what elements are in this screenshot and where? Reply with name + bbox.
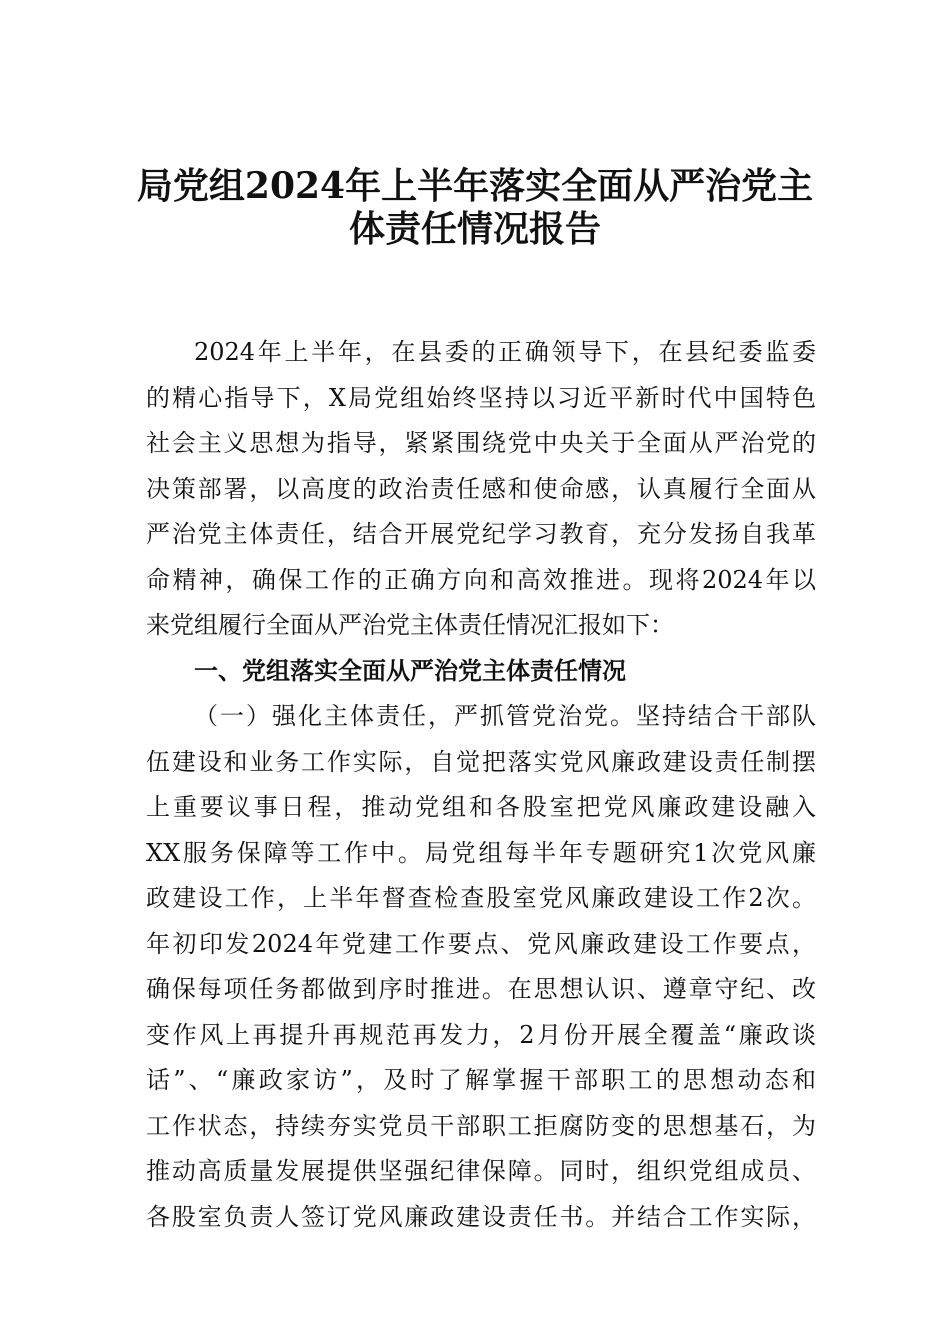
paragraph-1-line: 严治党主体责任，结合开展党纪学习教育，充分发扬自我革 bbox=[146, 520, 816, 548]
paragraph-2-line: 工作状态，持续夯实党员干部职工拒腐防变的思想基石，为 bbox=[146, 1111, 816, 1140]
paragraph-2-line: 变作风上再提升再规范再发力，2月份开展全覆盖“廉政谈 bbox=[146, 1020, 816, 1049]
paragraph-1-line: 社会主义思想为指导，紧紧围绕党中央关于全面从严治党的 bbox=[146, 429, 816, 457]
document-body bbox=[146, 330, 816, 1240]
paragraph-1-line: 的精心指导下，X局党组始终坚持以习近平新时代中国特色 bbox=[146, 383, 816, 412]
paragraph-1-line: 来党组履行全面从严治党主体责任情况汇报如下： bbox=[146, 611, 674, 639]
paragraph-2-line: 确保每项任务都做到序时推进。在思想认识、遵章守纪、改 bbox=[146, 975, 816, 1003]
paragraph-2-line: 各股室负责人签订党风廉政建设责任书。并结合工作实际， bbox=[146, 1202, 816, 1231]
paragraph-2-line: XX服务保障等工作中。局党组每半年专题研究1次党风廉 bbox=[146, 838, 816, 867]
paragraph-2-line: 政建设工作，上半年督查检查股室党风廉政建设工作2次。 bbox=[146, 884, 816, 912]
paragraph-1-line: 2024年上半年，在县委的正确领导下，在县纪委监委 bbox=[194, 338, 816, 366]
paragraph-2-line: 推动高质量发展提供坚强纪律保障。同时，组织党组成员、 bbox=[146, 1157, 816, 1185]
paragraph-2-line: 年初印发2024年党建工作要点、党风廉政建设工作要点， bbox=[146, 929, 816, 958]
section-heading-1: 一、党组落实全面从严治党主体责任情况 bbox=[194, 656, 626, 685]
paragraph-2-line: 伍建设和业务工作实际，自觉把落实党风廉政建设责任制摆 bbox=[146, 747, 816, 776]
document-title-line-2: 体责任情况报告 bbox=[348, 208, 601, 250]
paragraph-1-line: 决策部署，以高度的政治责任感和使命感，认真履行全面从 bbox=[146, 474, 816, 503]
document-title-line-1: 局党组2024年上半年落实全面从严治党主 bbox=[136, 165, 814, 207]
paragraph-2-line: 话”、“廉政家访”，及时了解掌握干部职工的思想动态和 bbox=[146, 1066, 816, 1094]
paragraph-2-line: 上重要议事日程，推动党组和各股室把党风廉政建设融入 bbox=[146, 793, 816, 821]
paragraph-1-line: 命精神，确保工作的正确方向和高效推进。现将2024年以 bbox=[146, 565, 816, 594]
paragraph-2-line: （一）强化主体责任，严抓管党治党。坚持结合干部队 bbox=[194, 702, 816, 730]
